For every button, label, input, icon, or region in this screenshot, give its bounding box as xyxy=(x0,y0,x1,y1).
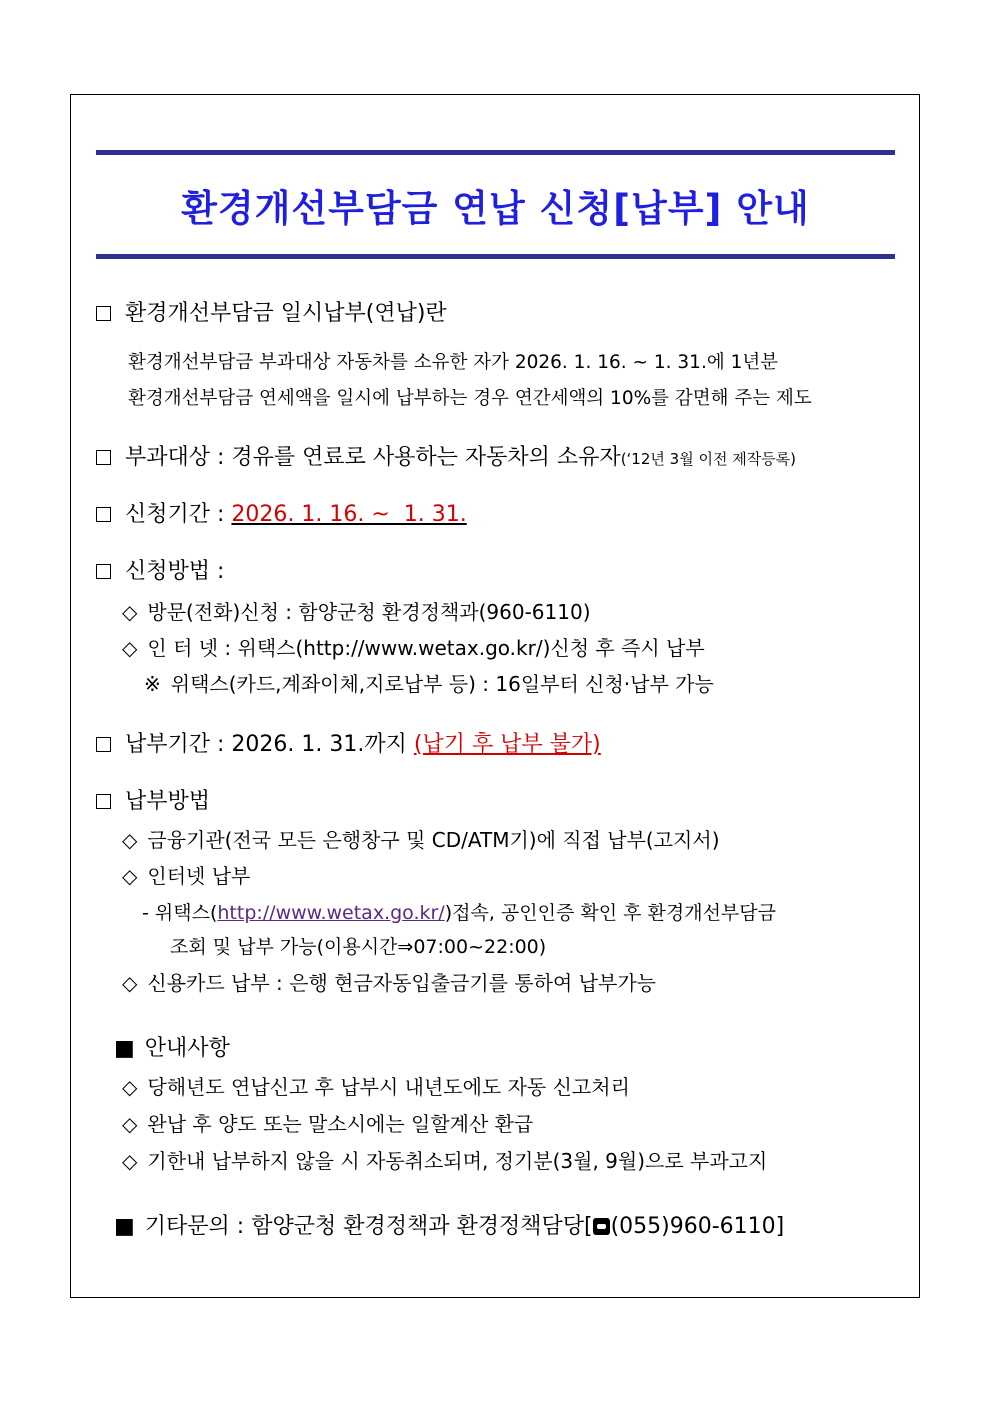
section-payment-period xyxy=(96,727,601,758)
diamond-bullet-icon: ◇ xyxy=(122,1112,138,1136)
section-target xyxy=(96,440,796,471)
application-period-label: 신청기간 : xyxy=(125,502,225,527)
payment-method-item-bank: ◇ 금융기관(전국 모든 은행창구 및 CD/ATM기)에 직접 납부(고지서) xyxy=(122,828,720,852)
wetax-link[interactable]: http://www.wetax.go.kr/ xyxy=(217,902,445,924)
diamond-bullet-icon: ◇ xyxy=(122,864,138,888)
diamond-bullet-icon: ◇ xyxy=(122,636,138,660)
contact-label: 기타문의 : 함양군청 환경정책과 환경정책담당[ xyxy=(144,1214,593,1239)
page-title: 환경개선부담금 연납 신청[납부] 안내 xyxy=(181,187,810,230)
section-application-period xyxy=(96,497,467,528)
payment-period-warning: (납기 후 납부 불가) xyxy=(413,732,601,757)
title-top-rule xyxy=(96,150,895,155)
notice-item-3: ◇ 기한내 납부하지 않을 시 자동취소되며, 정기분(3월, 9월)으로 부과고지 xyxy=(122,1149,768,1173)
notice-item-2: ◇ 완납 후 양도 또는 말소시에는 일할계산 환급 xyxy=(122,1112,534,1136)
section-payment-method-heading: 납부방법 xyxy=(96,784,210,815)
checkbox-square-icon xyxy=(96,564,111,579)
section-contact xyxy=(114,1209,784,1240)
target-note: (‘12년 3월 이전 제작등록) xyxy=(620,450,797,468)
diamond-bullet-icon: ◇ xyxy=(122,1149,138,1173)
reference-mark-icon: ※ xyxy=(144,672,161,696)
payment-period-label: 납부기간 : 2026. 1. 31.까지 xyxy=(125,732,407,757)
checkbox-square-icon xyxy=(96,507,111,522)
application-method-note: ※ 위택스(카드,계좌이체,지로납부 등) : 16일부터 신청·납부 가능 xyxy=(144,672,714,696)
application-method-item-visit: ◇ 방문(전화)신청 : 함양군청 환경정책과(960-6110) xyxy=(122,600,591,624)
definition-body-line-1: 환경개선부담금 부과대상 자동차를 소유한 자가 2026. 1. 16. ~ 1. 31.에 1년분 xyxy=(128,352,779,373)
section-application-method-heading: 신청방법 : xyxy=(96,554,224,585)
definition-body-line-2: 환경개선부담금 연세액을 일시에 납부하는 경우 연간세액의 10%를 감면해 주는 제도 xyxy=(128,388,812,409)
diamond-bullet-icon: ◇ xyxy=(122,1075,138,1099)
notice-item-1: ◇ 당해년도 연납신고 후 납부시 내년도에도 자동 신고처리 xyxy=(122,1075,630,1099)
diamond-bullet-icon: ◇ xyxy=(122,971,138,995)
target-label: 부과대상 : xyxy=(125,445,225,470)
application-period-value: 2026. 1. 16. ~ 1. 31. xyxy=(231,502,467,527)
title-bottom-rule xyxy=(96,254,895,259)
payment-method-item-card: ◇ 신용카드 납부 : 은행 현금자동입출금기를 통하여 납부가능 xyxy=(122,971,656,995)
checkbox-square-icon xyxy=(96,450,111,465)
payment-method-wetax-line: - 위택스(http://www.wetax.go.kr/)접속, 공인인증 확인 후 환경개선부담금 xyxy=(142,902,776,924)
section-notice-heading: ■ 안내사항 xyxy=(114,1036,230,1061)
application-method-item-internet: ◇ 인 터 넷 : 위택스(http://www.wetax.go.kr/)신청 후 즉시 납부 xyxy=(122,636,705,660)
checkbox-square-icon xyxy=(96,794,111,809)
checkbox-square-icon xyxy=(96,306,111,321)
filled-square-icon: ■ xyxy=(114,1214,135,1239)
diamond-bullet-icon: ◇ xyxy=(122,600,138,624)
phone-icon xyxy=(593,1218,610,1235)
checkbox-square-icon xyxy=(96,737,111,752)
filled-square-icon: ■ xyxy=(114,1036,135,1061)
payment-method-wetax-hours: 조회 및 납부 가능(이용시간⇒07:00~22:00) xyxy=(170,936,547,958)
contact-phone: (055)960-6110] xyxy=(610,1214,785,1239)
payment-method-item-internet: ◇ 인터넷 납부 xyxy=(122,864,251,888)
diamond-bullet-icon: ◇ xyxy=(122,828,138,852)
target-value: 경유를 연료로 사용하는 자동차의 소유자 xyxy=(231,445,621,470)
section-definition-heading: 환경개선부담금 일시납부(연납)란 xyxy=(96,296,447,327)
